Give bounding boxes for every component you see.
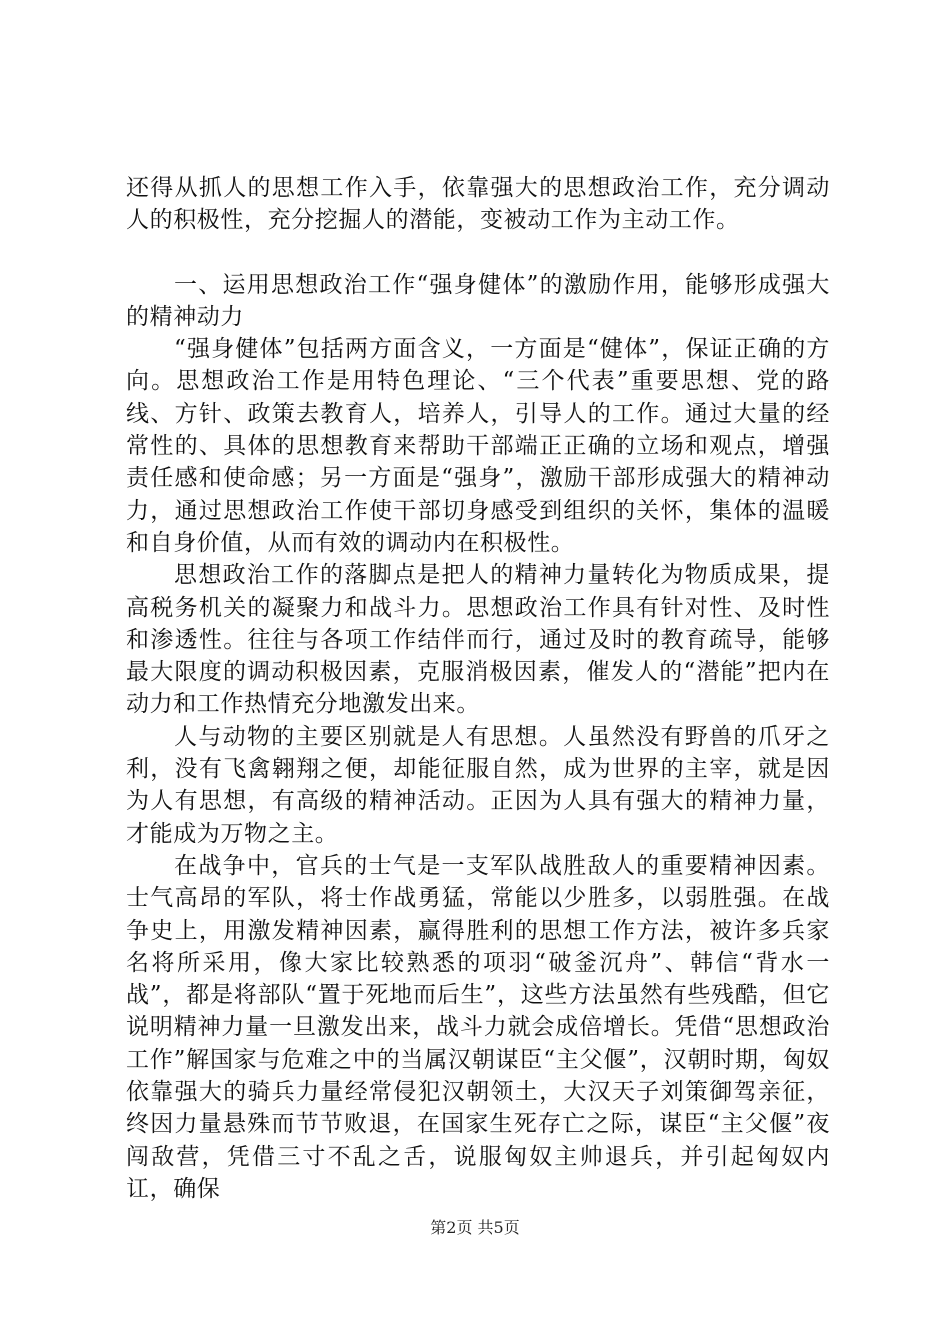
paragraph-body: 思想政治工作的落脚点是把人的精神力量转化为物质成果，提高税务机关的凝聚力和战斗力。思想政治工作具有针对性、及时性和渗透性。往往与各项工作结伴而行，通过及时的教育疏导，能够最大限度的调动积极因素，克服消极因素，催发人的“潜能”把内在动力和工作热情充分地激发出来。 (126, 562, 830, 718)
document-body (126, 172, 830, 1205)
page-number-footer: 第2页 共5页 (430, 1218, 520, 1237)
section-heading: 一、运用思想政治工作“强身健体”的激励作用，能够形成强大的精神动力 (126, 271, 830, 330)
paragraph-body: 人与动物的主要区别就是人有思想。人虽然没有野兽的爪牙之利，没有飞禽翱翔之便，却能征服自然，成为世界的主宰，就是因为人有思想，有高级的精神活动。正因为人具有强大的精神力量，才能成为万物之主。 (126, 723, 830, 847)
paragraph-intro: 还得从抓人的思想工作入手，依靠强大的思想政治工作，充分调动人的积极性，充分挖掘人的潜能，变被动工作为主动工作。 (126, 175, 830, 234)
paragraph-body: 在战争中，官兵的士气是一支军队战胜敌人的重要精神因素。士气高昂的军队，将士作战勇猛，常能以少胜多，以弱胜强。在战争史上，用激发精神因素，赢得胜利的思想工作方法，被许多兵家名将所采用，像大家比较熟悉的项羽“破釜沉舟”、韩信“背水一战”，都是将部队“置于死地而后生”，这些方法虽然有些残酷，但它说明精神力量一旦激发出来，战斗力就会成倍增长。凭借“思想政治工作”解国家与危难之中的当属汉朝谋臣“主父偃”，汉朝时期，匈奴依靠强大的骑兵力量经常侵犯汉朝领土，大汉天子刘策御驾亲征，终因力量悬殊而节节败退，在国家生死存亡之际，谋臣“主父偃”夜闯敌营，凭借三寸不乱之舌，说服匈奴主帅退兵，并引起匈奴内讧，确保 (126, 852, 830, 1202)
paragraph-body: “强身健体”包括两方面含义，一方面是“健体”，保证正确的方向。思想政治工作是用特色理论、“三个代表”重要思想、党的路线、方针、政策去教育人，培养人，引导人的工作。通过大量的经常性的、具体的思想教育来帮助干部端正正确的立场和观点，增强责任感和使命感；另一方面是“强身”，激励干部形成强大的精神动力，通过思想政治工作使干部切身感受到组织的关怀，集体的温暖和自身价值，从而有效的调动内在积极性。 (126, 336, 830, 556)
